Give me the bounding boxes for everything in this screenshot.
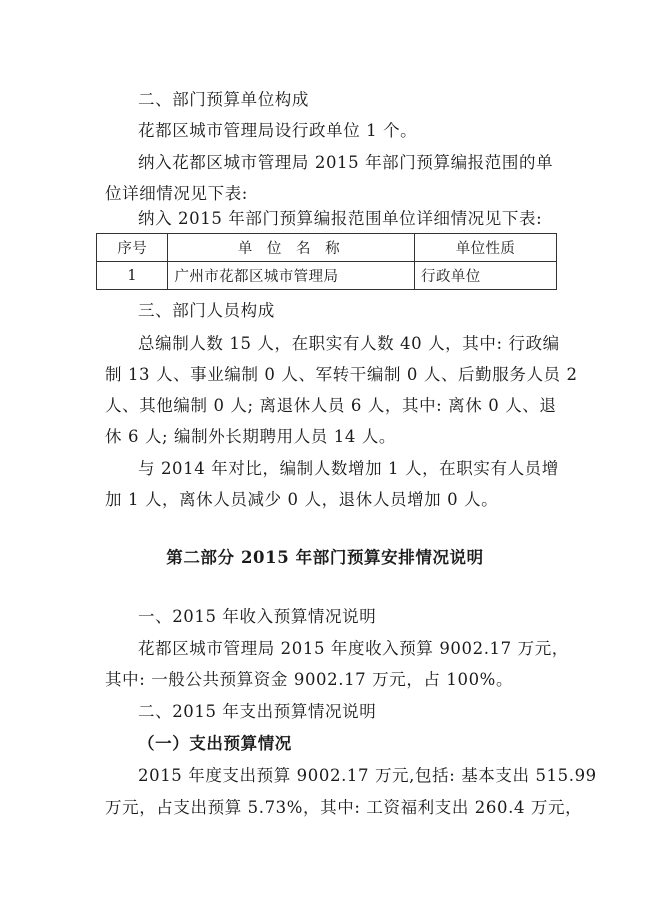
cell-index: 1 bbox=[97, 262, 168, 290]
expense-heading: 二、2015 年支出预算情况说明 bbox=[138, 702, 377, 721]
section-org-heading: 二、部门预算单位构成 bbox=[138, 90, 309, 109]
income-heading: 一、2015 年收入预算情况说明 bbox=[138, 607, 377, 626]
expense-line-1: 2015 年度支出预算 9002.17 万元,包括: 基本支出 515.99 bbox=[138, 766, 597, 785]
table-header-row bbox=[97, 234, 557, 262]
table-row bbox=[97, 262, 557, 290]
comparison-line-2: 加 1 人，离休人员减少 0 人，退休人员增加 0 人。 bbox=[105, 490, 499, 509]
unit-table bbox=[96, 233, 557, 290]
section-staff-heading: 三、部门人员构成 bbox=[138, 301, 275, 320]
paragraph-unit-count: 花都区城市管理局设行政单位 1 个。 bbox=[138, 121, 418, 140]
staff-paragraph-line-3: 人、其他编制 0 人; 离退休人员 6 人，其中: 离休 0 人、退 bbox=[105, 396, 557, 415]
expense-line-2: 万元，占支出预算 5.73%，其中: 工资福利支出 260.4 万元， bbox=[105, 798, 583, 817]
part-two-title: 第二部分 2015 年部门预算安排情况说明 bbox=[166, 548, 484, 567]
cell-unit-type: 行政单位 bbox=[415, 262, 557, 290]
header-index: 序号 bbox=[97, 234, 168, 262]
header-unit-name: 单 位 名 称 bbox=[168, 234, 415, 262]
staff-paragraph-line-1: 总编制人数 15 人，在职实有人数 40 人，其中: 行政编 bbox=[138, 334, 560, 353]
paragraph-scope-line-1: 纳入花都区城市管理局 2015 年部门预算编报范围的单 bbox=[138, 153, 554, 172]
income-line-2: 其中: 一般公共预算资金 9002.17 万元，占 100%。 bbox=[105, 670, 514, 689]
staff-paragraph-line-2: 制 13 人、事业编制 0 人、军转干编制 0 人、后勤服务人员 2 bbox=[105, 365, 578, 384]
header-unit-type: 单位性质 bbox=[415, 234, 557, 262]
comparison-line-1: 与 2014 年对比，编制人数增加 1 人，在职实有人员增 bbox=[138, 459, 559, 478]
table-caption: 纳入 2015 年部门预算编报范围单位详细情况见下表: bbox=[138, 209, 543, 228]
expense-sub-heading: （一）支出预算情况 bbox=[138, 734, 292, 753]
paragraph-scope-line-2: 位详细情况见下表: bbox=[105, 184, 248, 203]
income-line-1: 花都区城市管理局 2015 年度收入预算 9002.17 万元， bbox=[138, 639, 569, 658]
staff-paragraph-line-4: 休 6 人; 编制外长期聘用人员 14 人。 bbox=[105, 427, 396, 446]
cell-unit-name: 广州市花都区城市管理局 bbox=[168, 262, 415, 290]
